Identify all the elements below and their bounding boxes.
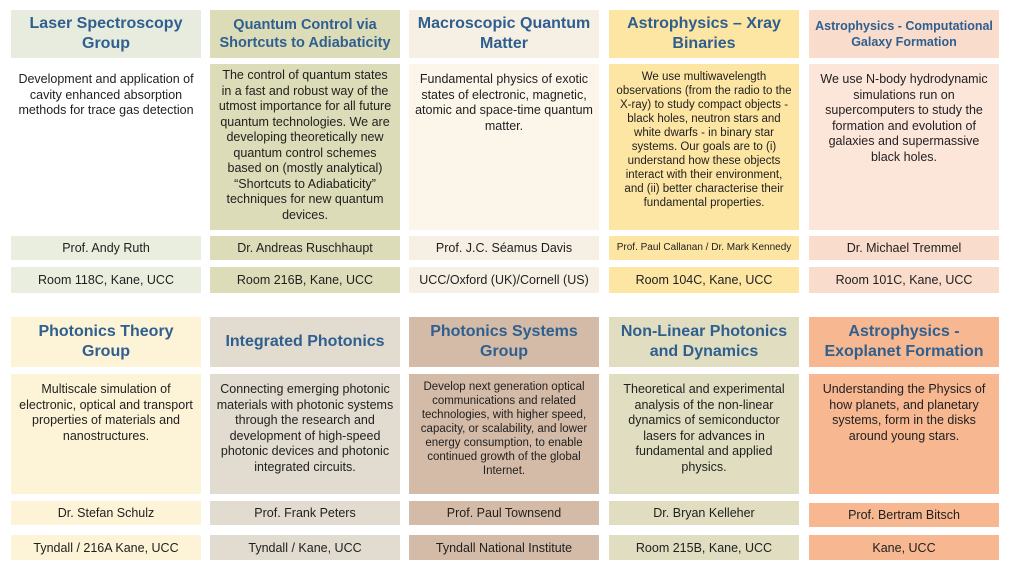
group-description: Understanding the Physics of how planets, and planetary systems, form in the disks around young stars. <box>809 374 999 494</box>
group-description: Multiscale simulation of electronic, optical and transport properties of materials and nanostructures. <box>11 374 201 494</box>
group-description: We use multiwavelength observations (from the radio to the X-ray) to study compact objects - black holes, neutron stars and white dwarfs - in binary star systems. Our goals are to (i) understand how these objects interact with their environment, and (ii) better characterise their fundamental properties. <box>609 64 799 230</box>
group-lead: Prof. Paul Callanan / Dr. Mark Kennedy <box>609 236 799 260</box>
group-description: The control of quantum states in a fast and robust way of the utmost importance for all future quantum technologies. We are developing theoretically new quantum control schemes based on (mostly analytical) “Shortcuts to Adiabaticity” techniques for new quantum devices. <box>210 64 400 230</box>
group-location: Tyndall / Kane, UCC <box>210 535 400 560</box>
group-location: Room 216B, Kane, UCC <box>210 267 400 293</box>
group-location: Room 104C, Kane, UCC <box>609 267 799 293</box>
group-lead: Prof. Bertram Bitsch <box>809 503 999 527</box>
group-title: Photonics Systems Group <box>409 317 599 367</box>
group-title: Non-Linear Photonics and Dynamics <box>609 317 799 367</box>
group-description: Fundamental physics of exotic states of electronic, magnetic, atomic and space-time quantum matter. <box>409 64 599 230</box>
group-description: Theoretical and experimental analysis of the non-linear dynamics of semiconductor lasers for advances in fundamental and applied physics. <box>609 374 799 494</box>
group-lead: Dr. Andreas Ruschhaupt <box>210 236 400 260</box>
group-title: Astrophysics - Computational Galaxy Formation <box>809 10 999 58</box>
group-lead: Dr. Michael Tremmel <box>809 236 999 260</box>
group-location: UCC/Oxford (UK)/Cornell (US) <box>409 267 599 293</box>
group-title: Laser Spectroscopy Group <box>11 10 201 58</box>
group-description: Develop next generation optical communications and related technologies, with higher speed, capacity, or scalability, and lower energy consumption, to enable continued growth of the global Internet. <box>409 374 599 494</box>
group-lead: Prof. J.C. Séamus Davis <box>409 236 599 260</box>
group-location: Room 101C, Kane, UCC <box>809 267 999 293</box>
group-description: Development and application of cavity enhanced absorption methods for trace gas detection <box>11 64 201 230</box>
group-lead: Prof. Andy Ruth <box>11 236 201 260</box>
group-title: Astrophysics - Exoplanet Formation <box>809 317 999 367</box>
group-location: Kane, UCC <box>809 535 999 560</box>
group-location: Room 118C, Kane, UCC <box>11 267 201 293</box>
group-description: We use N-body hydrodynamic simulations run on supercomputers to study the formation and evolution of galaxies and supermassive black holes. <box>809 64 999 230</box>
group-title: Macroscopic Quantum Matter <box>409 10 599 58</box>
group-title: Astrophysics – Xray Binaries <box>609 10 799 58</box>
group-title: Integrated Photonics <box>210 317 400 367</box>
group-location: Tyndall National Institute <box>409 535 599 560</box>
group-location: Tyndall / 216A Kane, UCC <box>11 535 201 560</box>
group-lead: Prof. Frank Peters <box>210 501 400 525</box>
group-lead: Dr. Stefan Schulz <box>11 501 201 525</box>
group-location: Room 215B, Kane, UCC <box>609 535 799 560</box>
group-description: Connecting emerging photonic materials with photonic systems through the research and development of high-speed photonic devices and photonic integrated circuits. <box>210 374 400 494</box>
group-lead: Prof. Paul Townsend <box>409 501 599 525</box>
group-title: Photonics Theory Group <box>11 317 201 367</box>
group-lead: Dr. Bryan Kelleher <box>609 501 799 525</box>
group-title: Quantum Control via Shortcuts to Adiabaticity <box>210 10 400 58</box>
